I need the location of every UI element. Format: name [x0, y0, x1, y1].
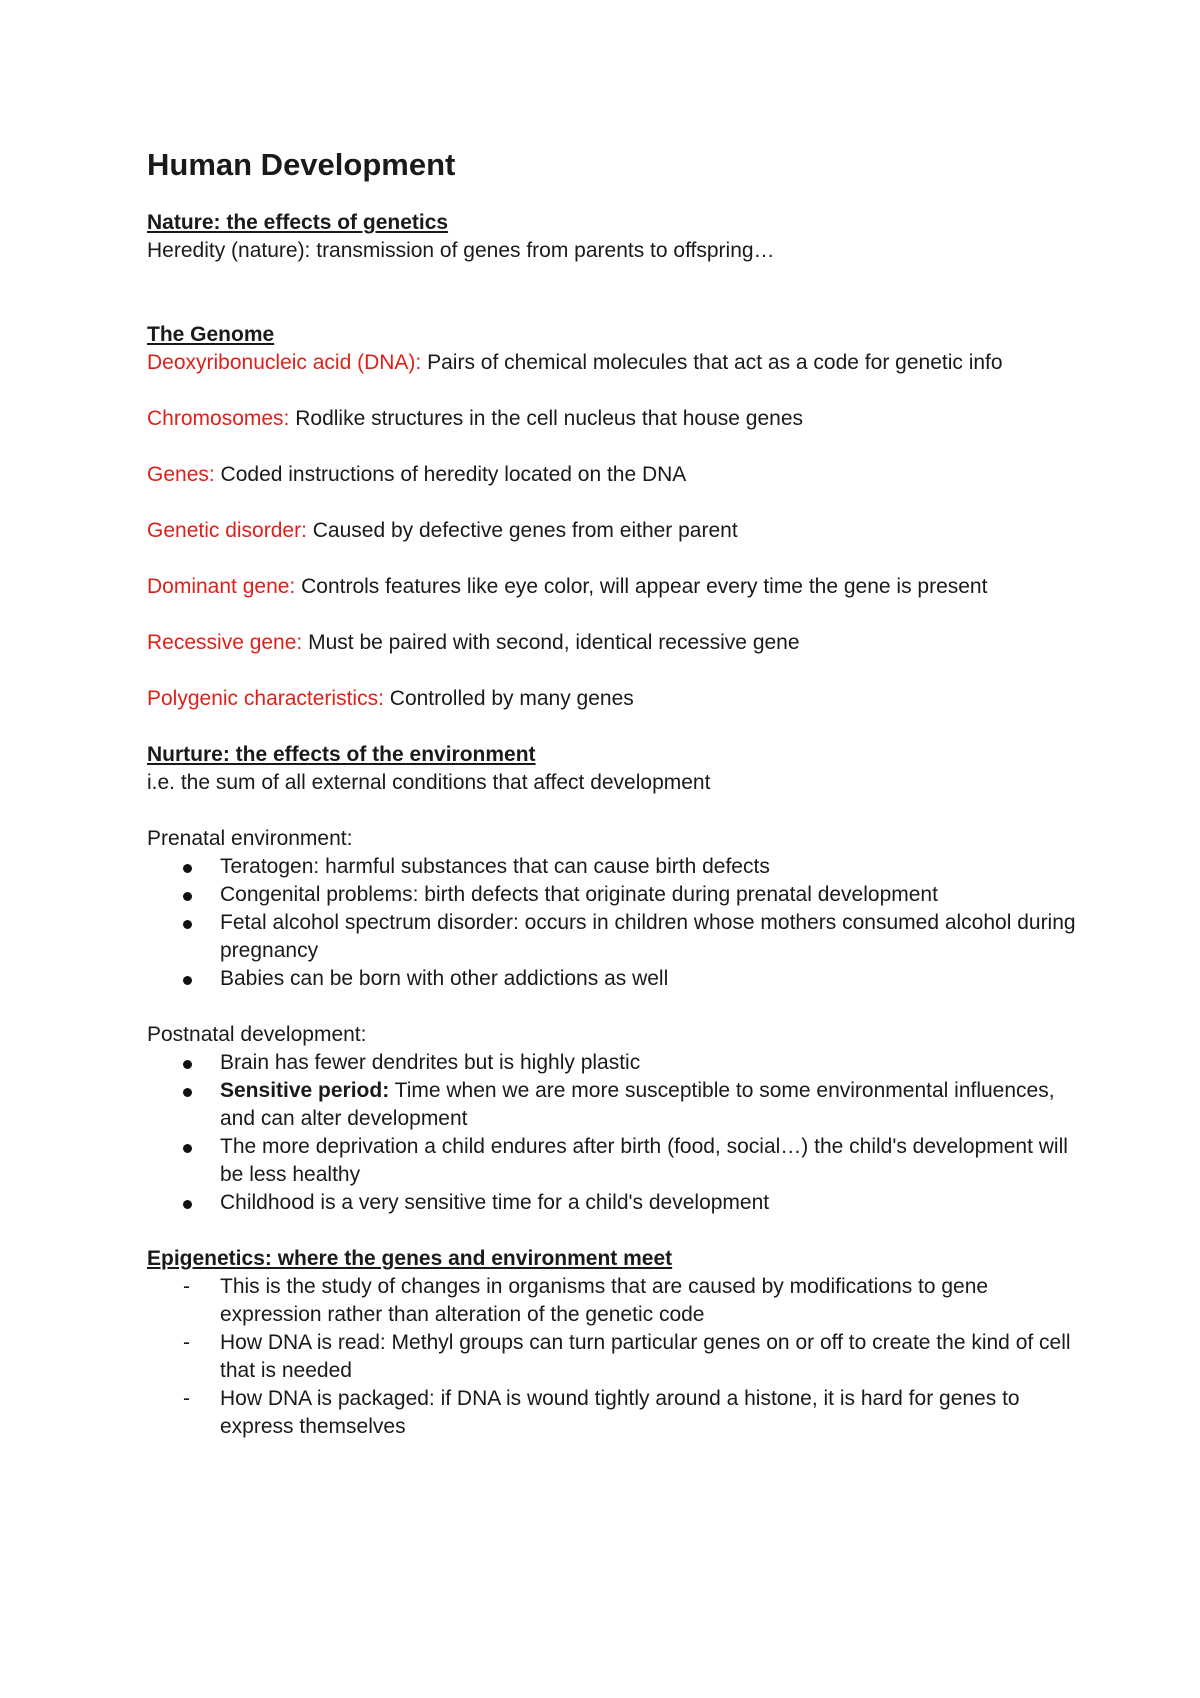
nurture-heading: Nurture: the effects of the environment: [147, 743, 536, 766]
list-item: - How DNA is packaged: if DNA is wound tightly around a histone, it is hard for genes to express themselves: [147, 1385, 1080, 1441]
term-dominant-gene: [147, 573, 1080, 601]
term-label: Chromosomes:: [147, 407, 290, 430]
prenatal-label: Prenatal environment:: [147, 827, 353, 850]
sensitive-period-definition: Time when we are more susceptible to some environmental influences, and can alter development: [220, 1079, 1055, 1130]
term-label: Recessive gene:: [147, 631, 303, 654]
term-definition: Rodlike structures in the cell nucleus that house genes: [289, 407, 804, 430]
sensitive-period-term: Sensitive period:: [220, 1079, 390, 1102]
epigenetics-list: [147, 1273, 1080, 1441]
list-item: - This is the study of changes in organisms that are caused by modifications to gene expression rather than alteration of the genetic code: [147, 1273, 1080, 1329]
postnatal-label: Postnatal development:: [147, 1023, 367, 1046]
list-item: Childhood is a very sensitive time for a child's development: [147, 1189, 1080, 1217]
list-item: Teratogen: harmful substances that can cause birth defects: [147, 853, 1080, 881]
term-genes: [147, 461, 1080, 489]
list-item: The more deprivation a child endures after birth (food, social…) the child's development will be less healthy: [147, 1133, 1080, 1189]
postnatal-list: [147, 1049, 1080, 1217]
heredity-text: Heredity (nature): transmission of genes from parents to offspring…: [147, 239, 775, 262]
list-item: Babies can be born with other addictions as well: [147, 965, 1080, 993]
nurture-text: i.e. the sum of all external conditions that affect development: [147, 771, 711, 794]
term-label: Polygenic characteristics:: [147, 687, 384, 710]
term-label: Genetic disorder:: [147, 519, 307, 542]
term-definition: Coded instructions of heredity located on the DNA: [214, 463, 687, 486]
term-recessive-gene: [147, 629, 1080, 657]
list-item: Brain has fewer dendrites but is highly plastic: [147, 1049, 1080, 1077]
term-label: Deoxyribonucleic acid (DNA):: [147, 351, 422, 374]
list-item: - How DNA is read: Methyl groups can turn particular genes on or off to create the kind of cell that is needed: [147, 1329, 1080, 1385]
list-item-sensitive-period: [147, 1077, 1080, 1133]
term-genetic-disorder: [147, 517, 1080, 545]
term-chromosomes: [147, 405, 1080, 433]
genome-heading: The Genome: [147, 323, 275, 346]
term-definition: Caused by defective genes from either parent: [306, 519, 738, 542]
list-item: Congenital problems: birth defects that originate during prenatal development: [147, 881, 1080, 909]
term-definition: Controls features like eye color, will appear every time the gene is present: [295, 575, 988, 598]
term-definition: Controlled by many genes: [383, 687, 634, 710]
term-definition: Pairs of chemical molecules that act as a code for genetic info: [421, 351, 1003, 374]
term-definition: Must be paired with second, identical recessive gene: [302, 631, 800, 654]
list-item: Fetal alcohol spectrum disorder: occurs in children whose mothers consumed alcohol during pregnancy: [147, 909, 1080, 965]
term-polygenic: [147, 685, 1080, 713]
term-label: Dominant gene:: [147, 575, 296, 598]
nature-heading: Nature: the effects of genetics: [147, 211, 449, 234]
document-title: Human Development: [147, 147, 456, 182]
term-label: Genes:: [147, 463, 215, 486]
epigenetics-heading: Epigenetics: where the genes and environment meet: [147, 1247, 673, 1270]
term-dna: [147, 349, 1080, 377]
prenatal-list: [147, 853, 1080, 993]
